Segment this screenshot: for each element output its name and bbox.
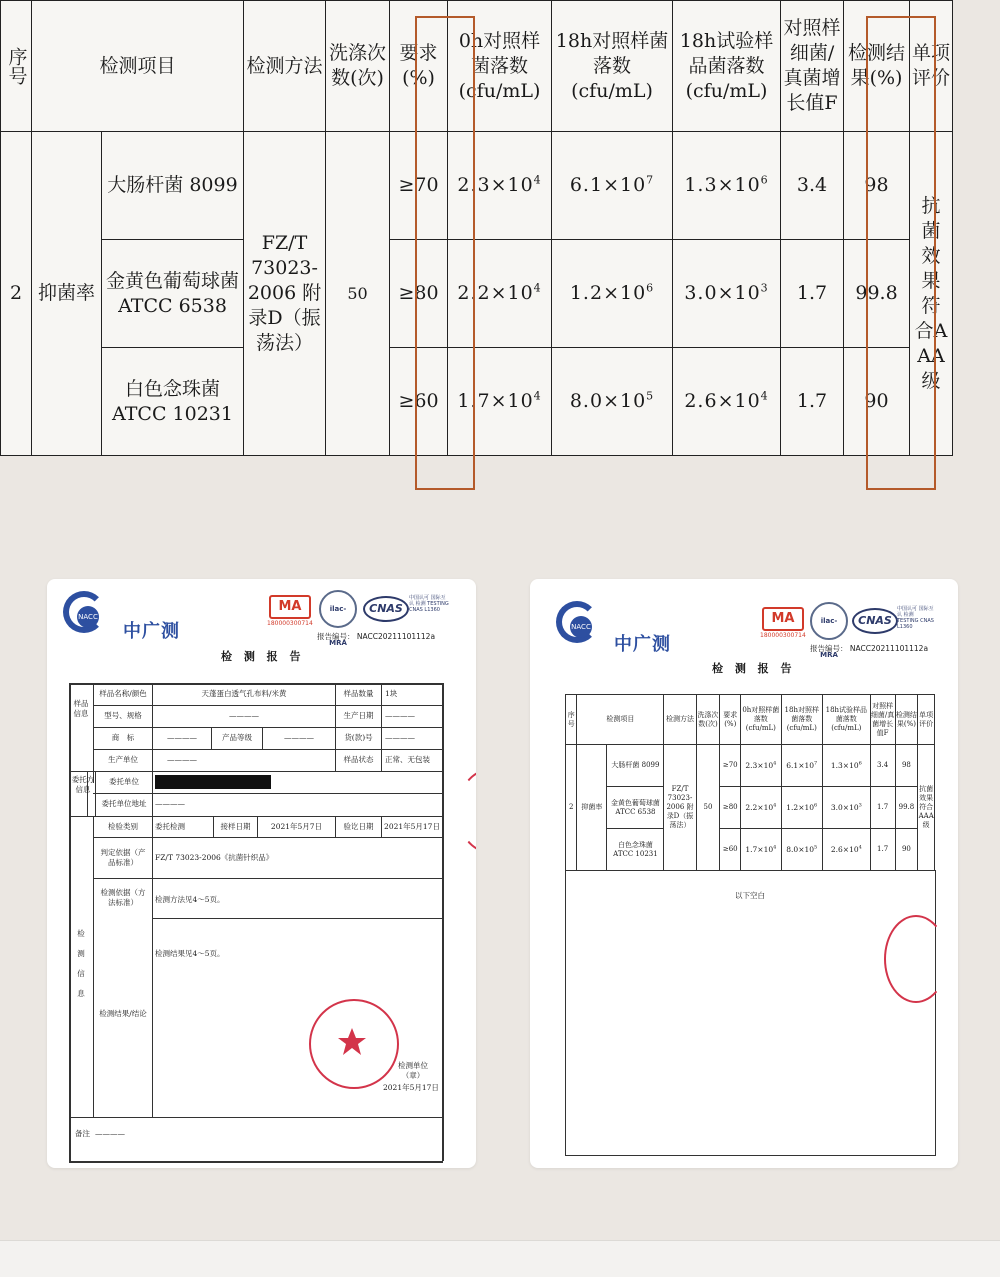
requirement-2: ≥80 xyxy=(390,240,448,348)
header-requirement: 要求(%) xyxy=(390,1,448,132)
sample-qty-value: 1块 xyxy=(385,689,398,698)
remark-value: ———— xyxy=(95,1129,125,1138)
header-18h-test: 18h试验样品菌落数(cfu/mL) xyxy=(673,1,781,132)
f-value-2: 1.7 xyxy=(781,240,844,348)
s-row-no: 2 xyxy=(566,745,577,871)
s-h18c-2: $1.2\times 10^6$ xyxy=(781,787,822,829)
sample-name-label: 样品名称/颜色 xyxy=(99,689,147,698)
header-result: 检测结果(%) xyxy=(844,1,910,132)
sample-qty-label: 样品数量 xyxy=(343,689,374,698)
s-evaluation: 抗菌效果符合AAA级 xyxy=(918,745,935,871)
state-label: 样品状态 xyxy=(343,755,374,764)
remark-label: 备注 xyxy=(75,1129,90,1138)
result-2: 99.8 xyxy=(844,240,910,348)
cnas-subtitle-2: 中国认可 国际互认 检测 TESTING CNAS L1360 xyxy=(897,606,934,630)
batch-value: ———— xyxy=(385,733,415,742)
conclusion-label: 检测结果/结论 xyxy=(99,1009,147,1018)
requirement-column-highlight xyxy=(415,16,475,490)
verify-date-label: 验讫日期 xyxy=(343,822,374,831)
state-value: 正常、无包装 xyxy=(385,755,430,764)
company-logo-text-2: 中广测 xyxy=(614,634,671,655)
report-title: 检 测 报 告 xyxy=(221,650,305,663)
ma-number-2: 180000300714 xyxy=(760,632,806,639)
company-logo-text: 中广测 xyxy=(123,621,180,642)
s-f-1: 3.4 xyxy=(870,745,895,787)
judge-basis-label: 判定依据（产品标准） xyxy=(100,848,146,867)
method-cell: FZ/T 73023-2006 附录D（振荡法） xyxy=(244,132,326,456)
evaluation-cell: 抗菌效果符合AAA级 xyxy=(910,132,953,456)
prod-date-value: ———— xyxy=(385,711,415,720)
sample-info-label: 样品信息 xyxy=(73,699,89,718)
side-seal xyxy=(457,769,476,853)
ilac-mra-icon-2: ilac-MRA xyxy=(810,602,848,640)
cnas-icon-2: CNAS xyxy=(852,608,898,634)
requirement-1: ≥70 xyxy=(390,132,448,240)
h18c-value-3: $8.0\times 10^5$ xyxy=(552,348,673,456)
grade-label: 产品等级 xyxy=(222,733,252,742)
organism-1: 大肠杆菌 8099 xyxy=(102,132,244,240)
report-card-1 xyxy=(47,579,476,1168)
h0-value-1: $2.3\times 10^4$ xyxy=(448,132,552,240)
main-test-table xyxy=(0,0,952,455)
test-type-label: 检验类别 xyxy=(108,822,138,831)
s-organism-3: 白色念珠菌 ATCC 10231 xyxy=(607,829,664,871)
sample-name-value: 天蓬蛋白透气孔布料/米黄 xyxy=(201,689,287,698)
test-info-label: 检测信息 xyxy=(77,929,85,998)
model-label: 型号、规格 xyxy=(104,711,142,720)
h0-value-2: $2.2\times 10^4$ xyxy=(448,240,552,348)
s-result-1: 98 xyxy=(895,745,918,787)
batch-label: 货(款)号 xyxy=(344,733,373,742)
client-redaction xyxy=(155,775,271,789)
h18t-value-2: $3.0\times 10^3$ xyxy=(673,240,781,348)
recv-date-label: 接样日期 xyxy=(220,822,251,831)
s-organism-1: 大肠杆菌 8099 xyxy=(607,745,664,787)
nacc-badge: NACC xyxy=(77,606,99,628)
washes-cell: 50 xyxy=(326,132,390,456)
bottom-band xyxy=(0,1240,1000,1277)
result-column-highlight xyxy=(866,16,936,490)
row-number: 2 xyxy=(1,132,32,456)
header-0h-control: 0h对照样菌落数(cfu/mL) xyxy=(448,1,552,132)
ma-cert-icon: MA xyxy=(269,595,311,619)
requirement-3: ≥60 xyxy=(390,348,448,456)
s-header-result: 检测结果(%) xyxy=(895,695,918,745)
result-3: 90 xyxy=(844,348,910,456)
s-header-0h: 0h对照样菌落数(cfu/mL) xyxy=(741,695,781,745)
report-number: 报告编号： NACC20211101112a xyxy=(317,632,436,641)
client-addr-value: ———— xyxy=(155,799,185,808)
s-req-2: ≥80 xyxy=(720,787,741,829)
s-h18c-3: $8.0\times 10^5$ xyxy=(781,829,822,871)
judge-basis-value: FZ/T 73023-2006《抗菌针织品》 xyxy=(155,853,274,862)
blank-note: 以下空白 xyxy=(735,891,765,900)
s-header-requirement: 要求(%) xyxy=(720,695,741,745)
s-header-washes: 洗涤次数(次) xyxy=(696,695,720,745)
s-f-3: 1.7 xyxy=(870,829,895,871)
header-item: 检测项目 xyxy=(32,1,244,132)
prod-date-label: 生产日期 xyxy=(343,711,374,720)
ilac-mra-icon: ilac-MRA xyxy=(319,590,357,628)
organism-2: 金黄色葡萄球菌 ATCC 6538 xyxy=(102,240,244,348)
recv-date-value: 2021年5月7日 xyxy=(270,822,323,831)
header-no: 序号 xyxy=(1,1,32,132)
header-washes: 洗涤次数(次) xyxy=(326,1,390,132)
ma-number: 180000300714 xyxy=(267,620,313,627)
nacc-badge-2: NACC xyxy=(570,616,592,638)
s-result-2: 99.8 xyxy=(895,787,918,829)
header-method: 检测方法 xyxy=(244,1,326,132)
method-basis-label: 检测依据（方法标准） xyxy=(100,888,146,907)
producer-value: ———— xyxy=(167,755,197,764)
grade-value: ———— xyxy=(284,733,314,742)
verify-date-value: 2021年5月17日 xyxy=(384,822,440,831)
stamp-date: 2021年5月17日 xyxy=(383,1083,439,1092)
s-h18t-1: $1.3\times 10^6$ xyxy=(822,745,870,787)
seal-star-icon xyxy=(337,1027,367,1057)
trademark-value: ———— xyxy=(167,733,197,742)
h0-value-3: $1.7\times 10^4$ xyxy=(448,348,552,456)
h18c-value-1: $6.1\times 10^7$ xyxy=(552,132,673,240)
s-header-item: 检测项目 xyxy=(577,695,664,745)
s-organism-2: 金黄色葡萄球菌 ATCC 6538 xyxy=(607,787,664,829)
s-h0-1: $2.3\times 10^4$ xyxy=(741,745,781,787)
header-evaluation: 单项评价 xyxy=(910,1,953,132)
client-info-label: 委托方信息 xyxy=(71,775,95,794)
s-result-3: 90 xyxy=(895,829,918,871)
s-header-no: 序号 xyxy=(566,695,577,745)
method-basis-value: 检测方法见4～5页。 xyxy=(155,895,225,904)
s-h18t-2: $3.0\times 10^3$ xyxy=(822,787,870,829)
header-18h-control: 18h对照样菌落数(cfu/mL) xyxy=(552,1,673,132)
s-req-3: ≥60 xyxy=(720,829,741,871)
result-value: 检测结果见4～5页。 xyxy=(155,949,225,958)
report-number-2: 报告编号： NACC20211101112a xyxy=(810,644,929,653)
header-growth-f: 对照样细菌/真菌增长值F xyxy=(781,1,844,132)
h18t-value-3: $2.6\times 10^4$ xyxy=(673,348,781,456)
s-h18t-3: $2.6\times 10^4$ xyxy=(822,829,870,871)
s-req-1: ≥70 xyxy=(720,745,741,787)
s-h18c-1: $6.1\times 10^7$ xyxy=(781,745,822,787)
ma-cert-icon-2: MA xyxy=(762,607,804,631)
client-addr-label: 委托单位地址 xyxy=(101,799,147,808)
s-header-method: 检测方法 xyxy=(664,695,696,745)
side-seal-2 xyxy=(884,915,948,1003)
cnas-subtitle: 中国认可 国际互认 检测 TESTING CNAS L1360 xyxy=(409,595,449,613)
h18c-value-2: $1.2\times 10^6$ xyxy=(552,240,673,348)
s-f-2: 1.7 xyxy=(870,787,895,829)
trademark-label: 商 标 xyxy=(111,733,135,742)
test-type-value: 委托检测 xyxy=(155,822,185,831)
s-method: FZ/T 73023-2006 附录D（振荡法） xyxy=(664,745,696,871)
category-antibacterial-rate: 抑菌率 xyxy=(32,132,102,456)
f-value-1: 3.4 xyxy=(781,132,844,240)
client-label: 委托单位 xyxy=(109,777,139,786)
h18t-value-1: $1.3\times 10^6$ xyxy=(673,132,781,240)
s-header-18hc: 18h对照样菌落数(cfu/mL) xyxy=(781,695,822,745)
s-h0-3: $1.7\times 10^4$ xyxy=(741,829,781,871)
organism-3: 白色念珠菌 ATCC 10231 xyxy=(102,348,244,456)
report-test-table xyxy=(565,694,935,870)
report-title-2: 检 测 报 告 xyxy=(712,662,796,675)
s-header-f: 对照样细菌/真菌增长值F xyxy=(870,695,895,745)
s-header-eval: 单项评价 xyxy=(918,695,935,745)
s-washes: 50 xyxy=(696,745,720,871)
cnas-icon: CNAS xyxy=(363,596,409,622)
model-value: ———— xyxy=(229,711,259,720)
stamp-unit-label: 检测单位（章） xyxy=(398,1061,428,1080)
result-1: 98 xyxy=(844,132,910,240)
s-header-18ht: 18h试验样品菌落数(cfu/mL) xyxy=(822,695,870,745)
s-category: 抑菌率 xyxy=(577,745,607,871)
f-value-3: 1.7 xyxy=(781,348,844,456)
s-h0-2: $2.2\times 10^4$ xyxy=(741,787,781,829)
producer-label: 生产单位 xyxy=(108,755,138,764)
